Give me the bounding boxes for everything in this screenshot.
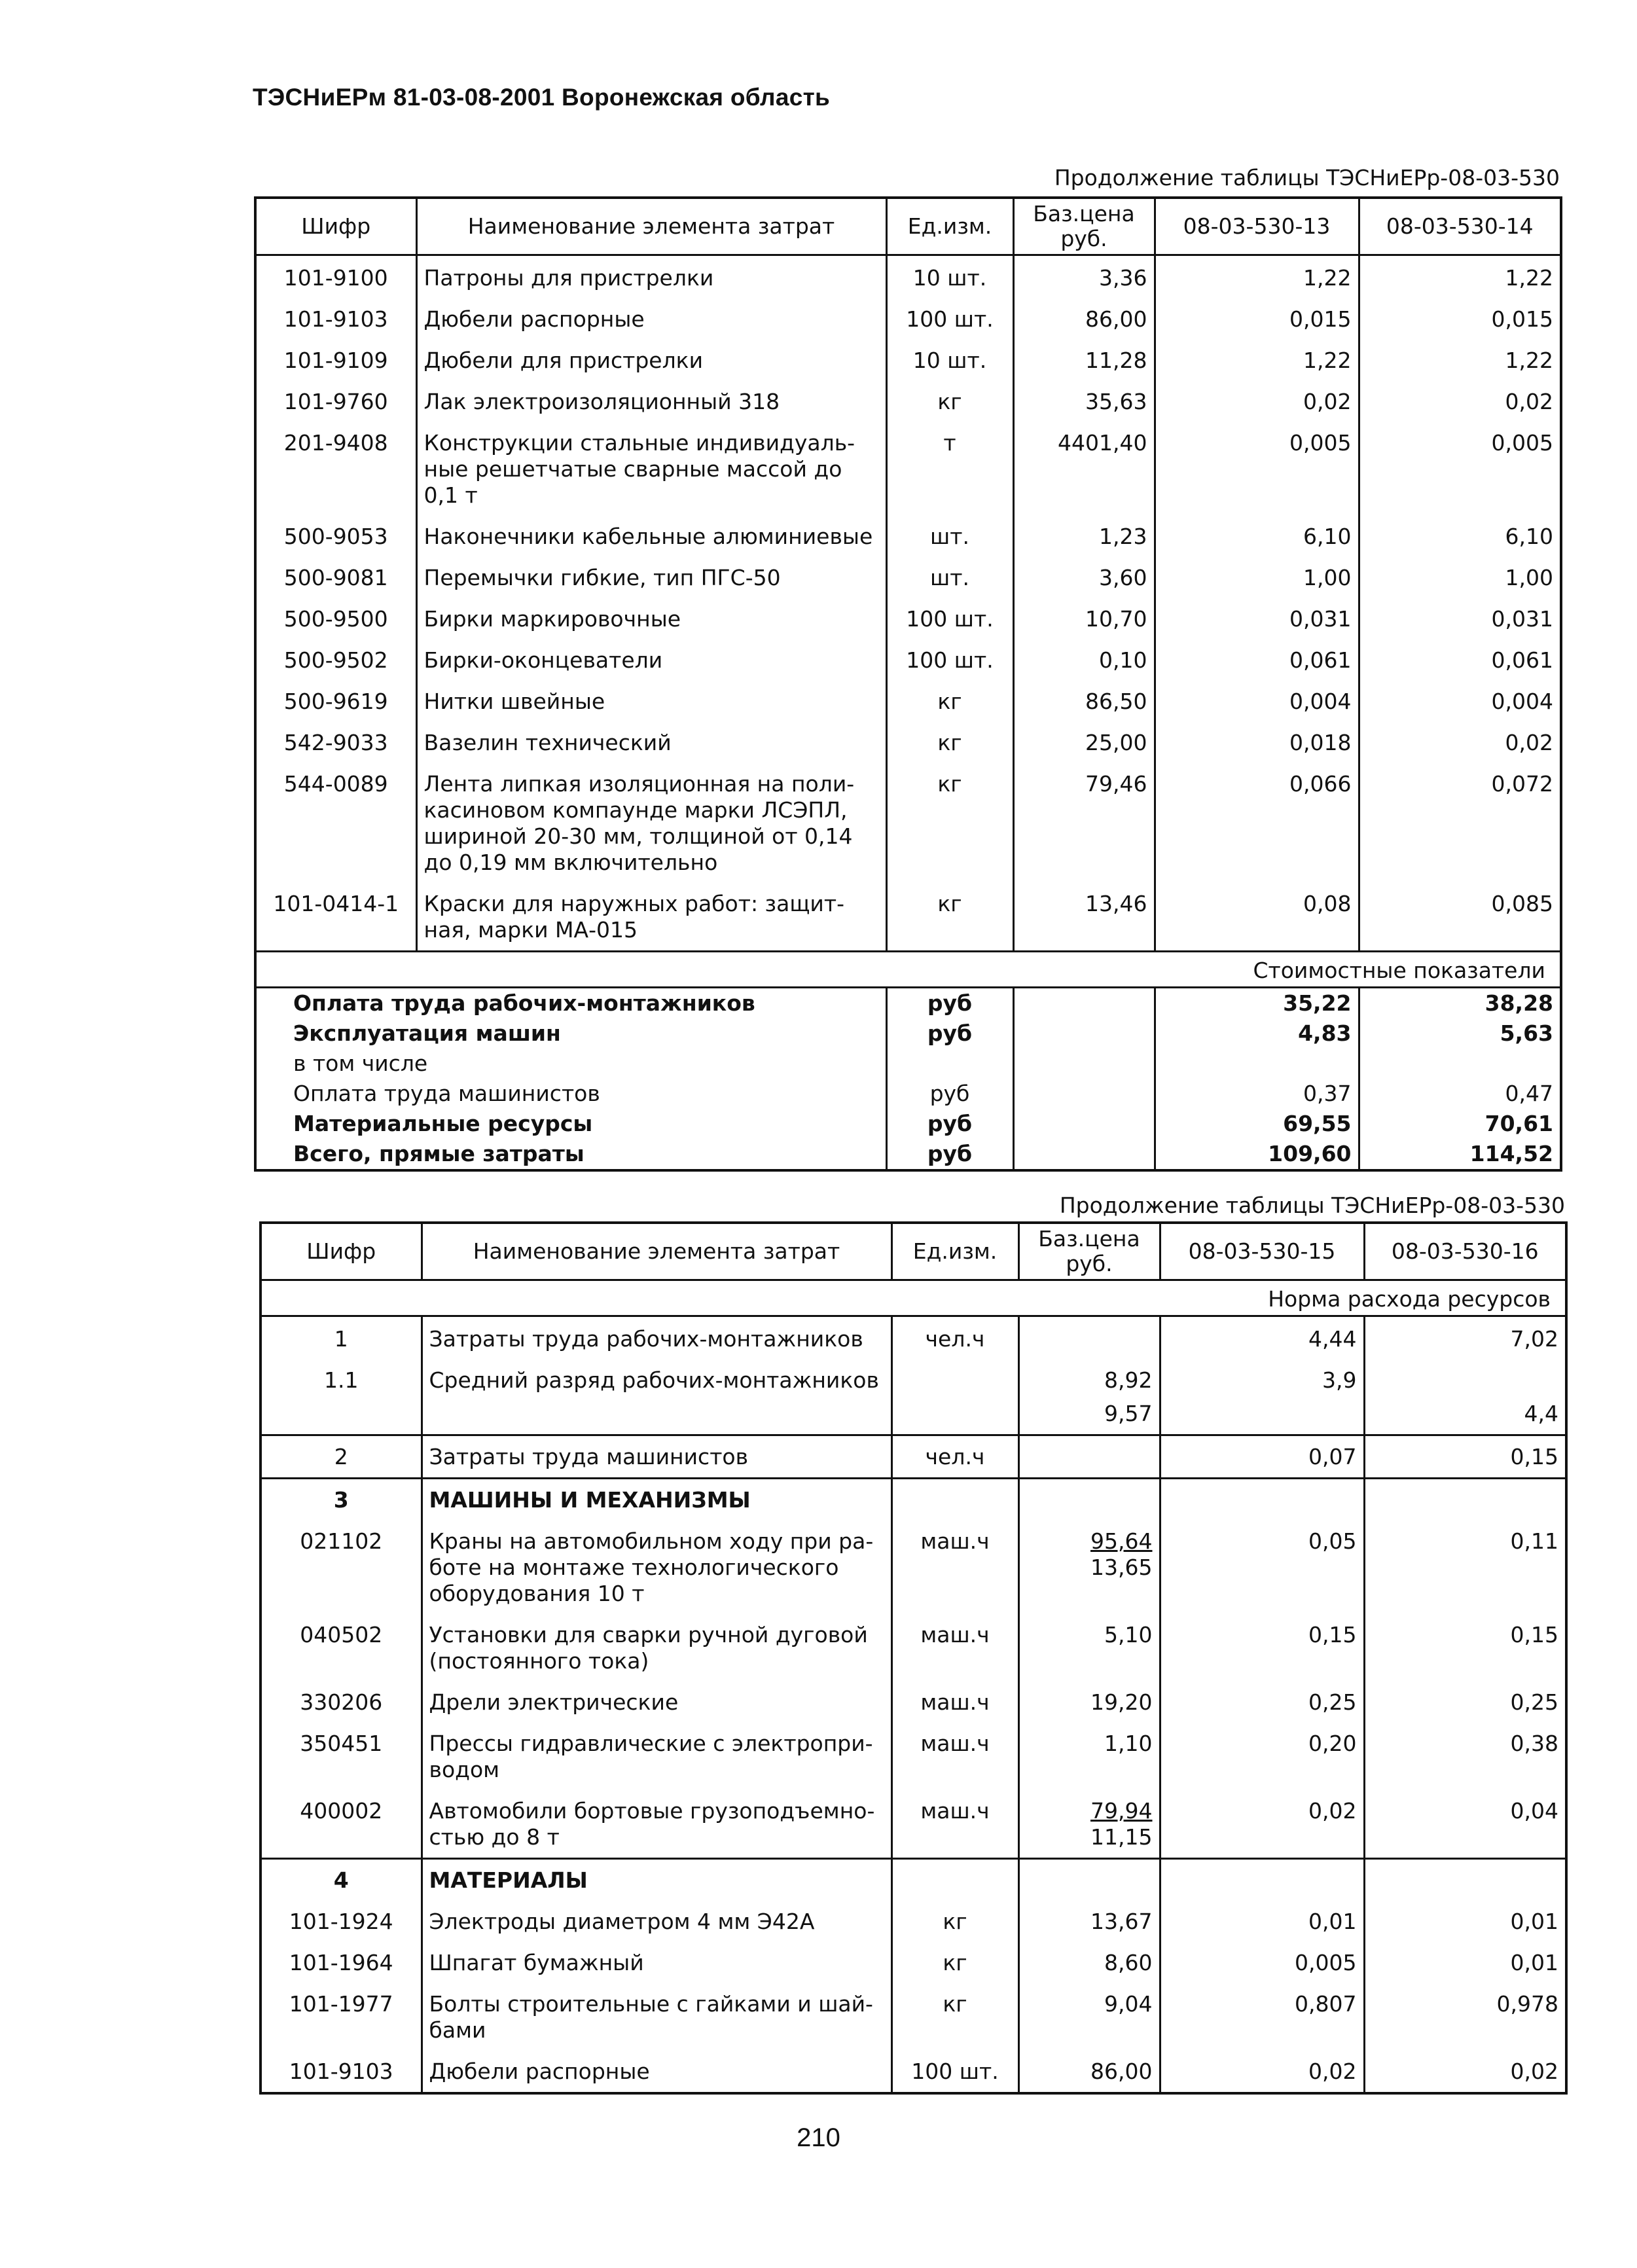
resource-unit: шт. [886,516,1013,557]
summary-label: Эксплуатация машин [255,1018,886,1049]
resource-unit [891,1359,1018,1401]
resource-unit: 10 шт. [886,340,1013,381]
resource-unit: чел.ч [891,1316,1018,1360]
norm-value-2: 0,015 [1359,298,1561,340]
norm-value-1: 1,22 [1155,340,1359,381]
base-price: 11,28 [1013,340,1155,381]
base-price-value: 79,94 [1090,1798,1153,1824]
table2-header-row [261,1223,1566,1280]
norm-value-2: 1,22 [1359,255,1561,299]
resource-name: Шпагат бумажный [422,1942,891,1983]
base-price [1018,1521,1160,1614]
col-header-price: Баз.цена руб. [1018,1223,1160,1280]
table-row [255,883,1561,952]
norm-value-1: 0,05 [1160,1521,1364,1614]
summary-label: Оплата труда машинистов [255,1079,886,1109]
resource-name: Дюбели распорные [416,298,886,340]
group-code: 3 [261,1479,422,1521]
resource-code: 201-9408 [255,422,416,516]
resource-name: Краны на автомобильном ходу при ра-боте на монтаже технологического оборудования 10 т [422,1521,891,1614]
summary-value-1: 69,55 [1155,1109,1359,1139]
base-price: 8,60 [1018,1942,1160,1983]
resource-unit: 100 шт. [891,2051,1018,2093]
norm-value-1: 0,02 [1155,381,1359,422]
summary-row [255,988,1561,1019]
norm-value-1: 0,031 [1155,598,1359,639]
table-row [261,1790,1566,1859]
summary-price-empty [1013,1139,1155,1170]
resource-unit: шт. [886,557,1013,598]
summary-price-empty [1013,1018,1155,1049]
norm-value-1: 0,005 [1155,422,1359,516]
resource-unit: кг [886,763,1013,883]
table-row [255,722,1561,763]
resource-code: 500-9619 [255,681,416,722]
norm-value-2: 1,00 [1359,557,1561,598]
resource-name: Затраты труда машинистов [422,1435,891,1479]
summary-row [255,1139,1561,1170]
summary-value-2: 5,63 [1359,1018,1561,1049]
table-row [255,763,1561,883]
norm-value-2: 0,15 [1364,1435,1566,1479]
resource-unit: кг [891,1983,1018,2051]
summary-value-1: 35,22 [1155,988,1359,1019]
resource-unit: 100 шт. [886,639,1013,681]
norm-value-2 [1364,1859,1566,1901]
base-price: 25,00 [1013,722,1155,763]
machinist-wage-value: 11,15 [1090,1824,1153,1850]
norm-value-2: 0,004 [1359,681,1561,722]
table-row [255,516,1561,557]
summary-unit: руб [886,1018,1013,1049]
table-row [261,1901,1566,1942]
resource-code: 1 [261,1316,422,1360]
resource-unit: маш.ч [891,1614,1018,1682]
table-row [261,1316,1566,1360]
resource-code: 101-9100 [255,255,416,299]
resource-code: 021102 [261,1521,422,1614]
resource-code: 2 [261,1435,422,1479]
resource-code: 101-9109 [255,340,416,381]
norm-value-1: 4,44 [1160,1316,1364,1360]
table-row [261,1359,1566,1401]
resource-name: Бирки маркировочные [416,598,886,639]
resource-code: 350451 [261,1723,422,1790]
base-price-value: 1,10 [1104,1731,1153,1756]
norm-value-1: 1,22 [1155,255,1359,299]
summary-row [255,1109,1561,1139]
norm-value-2 [1364,1359,1566,1401]
norm-value-2: 1,22 [1359,340,1561,381]
norm-value-1: 0,015 [1155,298,1359,340]
table2-caption: Продолжение таблицы ТЭСНиЕРр-08-03-530 [1059,1193,1565,1218]
resource-unit: кг [886,381,1013,422]
summary-price-empty [1013,988,1155,1019]
col-header-unit: Ед.изм. [891,1223,1018,1280]
summary-value-2 [1359,1049,1561,1079]
resource-unit: кг [886,883,1013,952]
base-price [1018,1435,1160,1479]
norm-value-2: 0,005 [1359,422,1561,516]
norm-value-1: 0,02 [1160,1790,1364,1859]
norm-value-1: 0,018 [1155,722,1359,763]
base-price: 86,00 [1018,2051,1160,2093]
section-row [261,1280,1566,1316]
norm-value-1: 0,807 [1160,1983,1364,2051]
base-price: 13,67 [1018,1901,1160,1942]
summary-label: Всего, прямые затраты [255,1139,886,1170]
resource-name: Лента липкая изоляционная на поли-касиновом компаунде марки ЛСЭПЛ, шириной 20-30 мм, толщиной от 0,14 до 0,19 мм включительно [416,763,886,883]
resource-unit: кг [886,722,1013,763]
table-row [261,1401,1566,1435]
norm-value-2: 0,38 [1364,1723,1566,1790]
resource-name: Дюбели для пристрелки [416,340,886,381]
col-header-norm-15: 08-03-530-15 [1160,1223,1364,1280]
norm-value-2: 0,085 [1359,883,1561,952]
norm-value-1: 0,01 [1160,1901,1364,1942]
resource-name: Конструкции стальные индивидуаль-ные решетчатые сварные массой до 0,1 т [416,422,886,516]
norm-value-1: 6,10 [1155,516,1359,557]
base-price: 10,70 [1013,598,1155,639]
norm-value-1: 0,066 [1155,763,1359,883]
resource-unit: 100 шт. [886,298,1013,340]
summary-price-empty [1013,1109,1155,1139]
resource-name: Прессы гидравлические с электропри-водом [422,1723,891,1790]
table-row [255,598,1561,639]
summary-value-1: 4,83 [1155,1018,1359,1049]
base-price-value: 5,10 [1104,1622,1153,1647]
summary-value-1 [1155,1049,1359,1079]
base-price [1018,1682,1160,1723]
table-row [255,422,1561,516]
norm-value-1: 0,005 [1160,1942,1364,1983]
norm-value-2: 0,01 [1364,1901,1566,1942]
group-title: МАТЕРИАЛЫ [422,1859,891,1901]
resource-code: 500-9053 [255,516,416,557]
norm-value-1: 3,9 [1160,1359,1364,1401]
table-row [261,1682,1566,1723]
summary-value-2: 38,28 [1359,988,1561,1019]
resource-unit [891,1859,1018,1901]
norms-table-2 [259,1221,1568,2095]
col-header-norm-16: 08-03-530-16 [1364,1223,1566,1280]
table-row [255,381,1561,422]
norm-value-1: 0,004 [1155,681,1359,722]
base-price: 0,10 [1013,639,1155,681]
summary-value-1: 0,37 [1155,1079,1359,1109]
base-price: 1,23 [1013,516,1155,557]
norm-value-2: 7,02 [1364,1316,1566,1360]
base-price: 9,57 [1018,1401,1160,1435]
base-price-value: 19,20 [1090,1689,1153,1715]
resource-name: Электроды диаметром 4 мм Э42А [422,1901,891,1942]
resource-unit [891,1401,1018,1435]
summary-row [255,1049,1561,1079]
resource-name: Болты строительные с гайками и шай-бами [422,1983,891,2051]
norm-value-1 [1160,1401,1364,1435]
base-price: 86,50 [1013,681,1155,722]
table-row [261,1521,1566,1614]
resource-unit: 10 шт. [886,255,1013,299]
resource-code: 1.1 [261,1359,422,1401]
norms-table-1 [254,196,1562,1172]
base-price [1018,1859,1160,1901]
resource-code: 101-9103 [261,2051,422,2093]
resource-unit: кг [886,681,1013,722]
resource-code: 544-0089 [255,763,416,883]
resource-name: Дюбели распорные [422,2051,891,2093]
norm-value-1 [1160,1479,1364,1521]
summary-label: в том числе [255,1049,886,1079]
table-row [255,639,1561,681]
summary-price-empty [1013,1079,1155,1109]
table-row [261,2051,1566,2093]
resource-code: 101-9103 [255,298,416,340]
norm-value-1: 0,25 [1160,1682,1364,1723]
resource-unit: кг [891,1942,1018,1983]
resource-code: 101-0414-1 [255,883,416,952]
summary-unit: руб [886,988,1013,1019]
resource-code: 500-9081 [255,557,416,598]
resource-unit: кг [891,1901,1018,1942]
norm-value-2: 4,4 [1364,1401,1566,1435]
norm-value-1: 0,02 [1160,2051,1364,2093]
resource-code: 101-1977 [261,1983,422,2051]
col-header-unit: Ед.изм. [886,198,1013,255]
resource-code: 040502 [261,1614,422,1682]
section-label-cost: Стоимостные показатели [255,952,1561,988]
resource-name: Вазелин технический [416,722,886,763]
col-header-norm-13: 08-03-530-13 [1155,198,1359,255]
base-price: 3,60 [1013,557,1155,598]
resource-name: Наконечники кабельные алюминиевые [416,516,886,557]
base-price: 4401,40 [1013,422,1155,516]
norm-value-2: 0,25 [1364,1682,1566,1723]
table-row [255,340,1561,381]
summary-row [255,1018,1561,1049]
norm-value-2: 0,15 [1364,1614,1566,1682]
resource-code: 101-1964 [261,1942,422,1983]
norm-value-2: 6,10 [1359,516,1561,557]
resource-code: 500-9502 [255,639,416,681]
summary-unit: руб [886,1109,1013,1139]
table-row [255,255,1561,299]
table-row [261,1614,1566,1682]
col-header-code: Шифр [255,198,416,255]
resource-name: Установки для сварки ручной дуговой (постоянного тока) [422,1614,891,1682]
table-row [261,1983,1566,2051]
resource-code [261,1401,422,1435]
resource-name: Нитки швейные [416,681,886,722]
resource-code: 400002 [261,1790,422,1859]
table1-header-row [255,198,1561,255]
resource-name: Лак электроизоляционный 318 [416,381,886,422]
base-price [1018,1790,1160,1859]
resource-unit: 100 шт. [886,598,1013,639]
summary-label: Оплата труда рабочих-монтажников [255,988,886,1019]
norm-value-1: 0,08 [1155,883,1359,952]
resource-unit [891,1479,1018,1521]
norm-value-1 [1160,1859,1364,1901]
norm-value-1: 0,20 [1160,1723,1364,1790]
resource-name [422,1401,891,1435]
norm-value-1: 1,00 [1155,557,1359,598]
summary-unit: руб [886,1139,1013,1170]
resource-name: Перемычки гибкие, тип ПГС-50 [416,557,886,598]
resource-unit: маш.ч [891,1723,1018,1790]
summary-value-1: 109,60 [1155,1139,1359,1170]
group-row [261,1859,1566,1901]
group-row [261,1479,1566,1521]
base-price: 86,00 [1013,298,1155,340]
base-price: 79,46 [1013,763,1155,883]
base-price: 9,04 [1018,1983,1160,2051]
table-row [261,1723,1566,1790]
norm-value-2: 0,031 [1359,598,1561,639]
table-row [255,557,1561,598]
resource-code: 330206 [261,1682,422,1723]
table-row [255,298,1561,340]
col-header-code: Шифр [261,1223,422,1280]
machinist-wage-value: 13,65 [1090,1555,1153,1580]
resource-unit: т [886,422,1013,516]
col-header-name: Наименование элемента затрат [422,1223,891,1280]
table-row [261,1942,1566,1983]
norm-value-2: 0,978 [1364,1983,1566,2051]
table-row [261,1435,1566,1479]
resource-unit: маш.ч [891,1521,1018,1614]
group-code: 4 [261,1859,422,1901]
document-header: ТЭСНиЕРм 81-03-08-2001 Воронежская область [253,84,831,111]
norm-value-1: 0,061 [1155,639,1359,681]
page-number: 210 [797,2123,840,2152]
section-label-norm: Норма расхода ресурсов [261,1280,1566,1316]
resource-code: 101-1924 [261,1901,422,1942]
norm-value-2: 0,02 [1359,722,1561,763]
summary-unit [886,1049,1013,1079]
summary-value-2: 70,61 [1359,1109,1561,1139]
base-price [1018,1316,1160,1360]
col-header-price: Баз.цена руб. [1013,198,1155,255]
summary-label: Материальные ресурсы [255,1109,886,1139]
col-header-name: Наименование элемента затрат [416,198,886,255]
resource-unit: маш.ч [891,1790,1018,1859]
summary-value-2: 0,47 [1359,1079,1561,1109]
col-header-norm-14: 08-03-530-14 [1359,198,1561,255]
resource-name: Бирки-оконцеватели [416,639,886,681]
resource-name: Патроны для пристрелки [416,255,886,299]
table-row [255,681,1561,722]
resource-code: 500-9500 [255,598,416,639]
summary-row [255,1079,1561,1109]
base-price [1018,1614,1160,1682]
group-title: МАШИНЫ И МЕХАНИЗМЫ [422,1479,891,1521]
norm-value-2: 0,04 [1364,1790,1566,1859]
resource-name: Затраты труда рабочих-монтажников [422,1316,891,1360]
base-price: 8,92 [1018,1359,1160,1401]
base-price-value: 95,64 [1090,1528,1153,1554]
summary-unit: руб [886,1079,1013,1109]
resource-unit: маш.ч [891,1682,1018,1723]
norm-value-2: 0,072 [1359,763,1561,883]
resource-code: 101-9760 [255,381,416,422]
table1-caption: Продолжение таблицы ТЭСНиЕРр-08-03-530 [1054,165,1560,190]
resource-name: Средний разряд рабочих-монтажников [422,1359,891,1401]
base-price [1018,1723,1160,1790]
resource-name: Дрели электрические [422,1682,891,1723]
norm-value-2: 0,061 [1359,639,1561,681]
summary-price-empty [1013,1049,1155,1079]
norm-value-1: 0,07 [1160,1435,1364,1479]
base-price: 13,46 [1013,883,1155,952]
norm-value-2 [1364,1479,1566,1521]
base-price [1018,1479,1160,1521]
norm-value-1: 0,15 [1160,1614,1364,1682]
section-row [255,952,1561,988]
resource-name: Автомобили бортовые грузоподъемно-стью до 8 т [422,1790,891,1859]
base-price: 35,63 [1013,381,1155,422]
resource-code: 542-9033 [255,722,416,763]
norm-value-2: 0,02 [1364,2051,1566,2093]
resource-unit: чел.ч [891,1435,1018,1479]
summary-value-2: 114,52 [1359,1139,1561,1170]
base-price: 3,36 [1013,255,1155,299]
norm-value-2: 0,11 [1364,1521,1566,1614]
resource-name: Краски для наружных работ: защит-ная, марки МА-015 [416,883,886,952]
norm-value-2: 0,02 [1359,381,1561,422]
norm-value-2: 0,01 [1364,1942,1566,1983]
